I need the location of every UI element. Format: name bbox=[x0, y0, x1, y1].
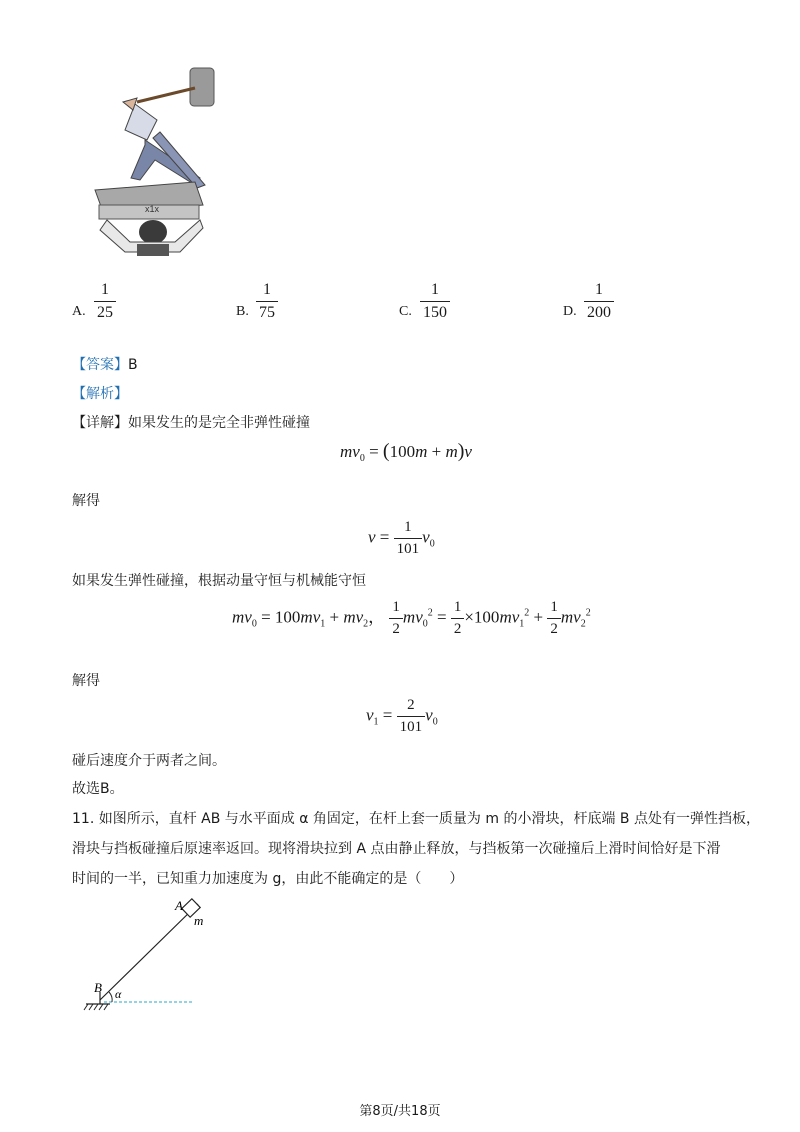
solve-1: 解得 bbox=[72, 493, 100, 509]
ground-hatch bbox=[84, 1004, 108, 1010]
answer-line bbox=[72, 354, 138, 374]
option-c-num: 1 bbox=[431, 281, 439, 298]
rod-ab bbox=[100, 904, 198, 1000]
equation-v1: $v_1$ = $\frac{2}{101}$ $v_0$ bbox=[366, 697, 438, 735]
angle-arc bbox=[109, 992, 112, 1002]
q11-line-3: 时间的一半，已知重力加速度为 g，由此不能确定的是（ ） bbox=[72, 871, 464, 887]
equation-inelastic: $mv_0 = (100m + m)v$ bbox=[340, 440, 472, 464]
option-c-fraction bbox=[420, 282, 450, 321]
option-b-fraction bbox=[256, 282, 278, 321]
page-footer: 第8页/共18页 bbox=[359, 1104, 441, 1119]
option-b-num: 1 bbox=[263, 281, 271, 298]
label-b: B bbox=[94, 980, 102, 995]
option-b-label: B. bbox=[236, 304, 249, 319]
answer-tag: 【答案】 bbox=[72, 357, 128, 373]
option-c-den: 150 bbox=[420, 301, 450, 321]
detail-text: 如果发生的是完全非弹性碰撞 bbox=[128, 415, 310, 431]
slab-text: x1x bbox=[145, 204, 160, 214]
option-a-label: A. bbox=[72, 304, 86, 319]
detail-line bbox=[72, 412, 310, 432]
equation-elastic: $mv_0 = 100mv_1 + mv_2$， $\frac{1}{2}$ $mv_0^2$ = $\frac{1}{2}$ $\times 100mv_1^2$ + $\frac{1}{2}$ $mv_2^2$ bbox=[232, 599, 591, 637]
answer-value: B bbox=[128, 357, 138, 373]
option-c-label: C. bbox=[399, 304, 412, 319]
option-d-num: 1 bbox=[595, 281, 603, 298]
option-a-den: 25 bbox=[94, 301, 116, 321]
rod-figure bbox=[80, 892, 220, 1017]
option-b-den: 75 bbox=[256, 301, 278, 321]
option-d-label: D. bbox=[563, 304, 577, 319]
q11-line-2: 滑块与挡板碰撞后原速率返回。现将滑块拉到 A 点由静止释放，与挡板第一次碰撞后上滑时间恰好是下滑 bbox=[72, 841, 721, 857]
elastic-text: 如果发生弹性碰撞，根据动量守恒与机械能守恒 bbox=[72, 573, 366, 589]
analysis-tag: 【解析】 bbox=[72, 386, 128, 402]
conclusion: 碰后速度介于两者之间。 bbox=[72, 753, 226, 769]
q11-line-1: 11. 如图所示，直杆 AB 与水平面成 α 角固定，在杆上套一质量为 m 的小滑块，杆底端 B 点处有一弹性挡板， bbox=[72, 811, 760, 827]
option-a-num: 1 bbox=[101, 281, 109, 298]
label-alpha: α bbox=[115, 987, 122, 1001]
solve-2: 解得 bbox=[72, 673, 100, 689]
label-a: A bbox=[175, 898, 183, 913]
label-m: m bbox=[194, 913, 204, 928]
hammer-man-illustration bbox=[85, 60, 225, 260]
equation-v: v = $\frac{1}{101}$ $v_0$ bbox=[368, 519, 435, 557]
option-d-den: 200 bbox=[584, 301, 614, 321]
choose-line: 故选B。 bbox=[72, 781, 124, 797]
option-d-fraction bbox=[584, 282, 614, 321]
option-a-fraction bbox=[94, 282, 116, 321]
detail-tag: 【详解】 bbox=[72, 415, 128, 431]
